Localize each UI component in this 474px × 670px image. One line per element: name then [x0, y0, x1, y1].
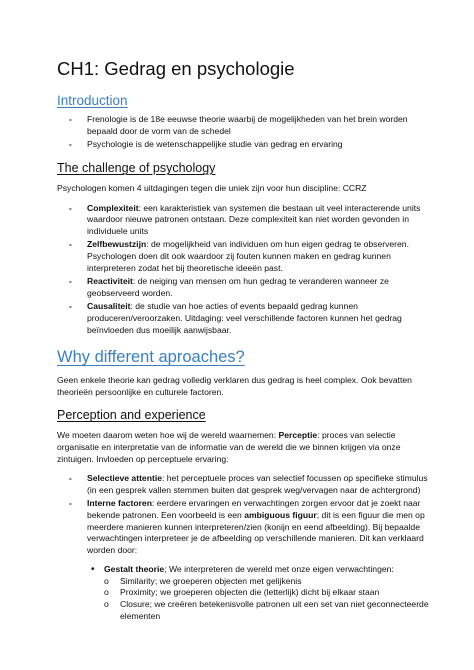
list-item	[57, 114, 434, 137]
list-item	[57, 599, 434, 622]
term-gestalt-theorie: Gestalt theorie	[104, 564, 165, 575]
list-item	[57, 139, 434, 151]
term-causaliteit: Causaliteit	[87, 301, 131, 312]
perception-list	[57, 473, 434, 556]
dash-bullet: -	[69, 301, 72, 312]
definition-reactiviteit: : de neiging van mensen om hun gedrag te veranderen wanneer ze geobserveerd worden.	[87, 276, 389, 298]
dash-bullet: -	[69, 239, 72, 250]
challenge-heading: The challenge of psychology	[57, 161, 216, 176]
circle-bullet: o	[104, 575, 109, 586]
definition-interne-factoren-b: ; dit is een figuur die men op meerdere manieren kunnen interpreteren/zien (konijn en eend afbeelding). Bij bepaalde verwachtingen interpreteer je de afbeelding op verschillende manieren. Dit kan verklaard worden door:	[87, 509, 425, 555]
dash-bullet: -	[69, 202, 72, 213]
dash-bullet: -	[69, 498, 72, 509]
definition-zelfbewustzijn: : de mogelijkheid van individuen om hun eigen gedrag te observeren. Psychologen doen dit ook waardoor zij fouten kunnen maken en gedrag kunnen interpreteren zodat het bij theoretische ideeën past.	[87, 239, 409, 273]
definition-interne-factoren-a: : eerdere ervaringen en verwachtingen zorgen ervoor dat je zoekt naar bekende patronen. Een voorbeeld is een	[87, 498, 421, 520]
intro-heading: Introduction	[57, 93, 128, 109]
dash-bullet: -	[69, 114, 72, 125]
term-reactiviteit: Reactiviteit	[87, 276, 133, 287]
gestalt-similarity: Similarity; we groeperen objecten met gelijkenis	[120, 575, 302, 586]
perception-heading: Perception and experience	[57, 408, 206, 423]
gestalt-list	[57, 564, 434, 576]
dash-bullet: -	[69, 276, 72, 287]
list-item	[57, 498, 434, 556]
perception-text-before: We moeten daarom weten hoe wij de wereld waarnemen:	[57, 430, 279, 441]
list-item	[57, 473, 434, 496]
why-text: Geen enkele theorie kan gedrag volledig verklaren dus gedrag is heel complex. Ook bevatten theorieën persoonlijke en culturele factoren.	[57, 375, 412, 397]
term-perceptie: Perceptie	[278, 430, 318, 441]
gestalt-proximity: Proximity; we groeperen objecten die (letterlijk) dicht bij elkaar staan	[120, 587, 380, 598]
dot-bullet: •	[91, 564, 95, 576]
term-interne-factoren: Interne factoren	[87, 498, 152, 509]
list-item	[57, 239, 434, 274]
intro-item-1: Frenologie is de 18e eeuwse theorie waarbij de mogelijkheden van het brein worden bepaald door de vorm van de schedel	[87, 114, 408, 136]
list-item	[57, 276, 434, 299]
definition-causaliteit: : de studie van hoe acties of events bepaald gedrag kunnen produceren/veroorzaken. Uitdaging: veel verschillende factoren kunnen het gedrag beïnvloeden dus moeilijk aanwijsbaar.	[87, 301, 402, 335]
circle-bullet: o	[104, 599, 109, 610]
term-zelfbewustzijn: Zelfbewustzijn	[87, 239, 147, 250]
definition-complexiteit: : een karakteristiek van systemen die bestaan uit veel interacterende units waardoor nieuwe patronen ontstaan. Deze complexiteit kan niet worden gevonden in individuele units	[87, 202, 421, 236]
challenge-list	[57, 203, 434, 337]
gestalt-closure: Closure; we creëren betekenisvolle patronen uit een set van niet geconnecteerde elementen	[120, 599, 429, 621]
list-item	[57, 301, 434, 336]
why-heading: Why different aproaches?	[57, 348, 245, 367]
dash-bullet: -	[69, 473, 72, 484]
circle-bullet: o	[104, 587, 109, 598]
definition-selectieve-attentie: : het perceptuele proces van selectief focussen op specifieke stimulus (in een gesprek vallen stemmen buiten dat gesprek weg/vervagen naar de achtergrond)	[87, 473, 428, 495]
list-item	[57, 564, 434, 576]
list-item	[57, 576, 434, 588]
list-item	[57, 587, 434, 599]
list-item	[57, 203, 434, 238]
dash-bullet: -	[69, 139, 72, 150]
gestalt-sublist	[57, 576, 434, 622]
challenge-text: Psychologen komen 4 uitdagingen tegen die uniek zijn voor hun discipline: CCRZ	[57, 183, 367, 194]
perception-text-after: : proces van selectie organisatie en interpretatie van de informatie van de wereld die we binnen krijgen via onze zintuigen. Invloeden op perceptuele ervaring:	[57, 430, 401, 464]
page-title: CH1: Gedrag en psychologie	[57, 58, 295, 79]
definition-gestalt-theorie: ; We interpreteren de wereld met onze eigen verwachtingen:	[164, 564, 394, 575]
intro-item-2: Psychologie is de wetenschappelijke studie van gedrag en ervaring	[87, 139, 343, 150]
term-selectieve-attentie: Selectieve attentie	[87, 473, 162, 484]
intro-list	[57, 114, 434, 151]
term-ambiguous-figuur: ambiguous figuur	[244, 509, 317, 520]
term-complexiteit: Complexiteit	[87, 202, 139, 213]
perception-text	[57, 430, 434, 465]
